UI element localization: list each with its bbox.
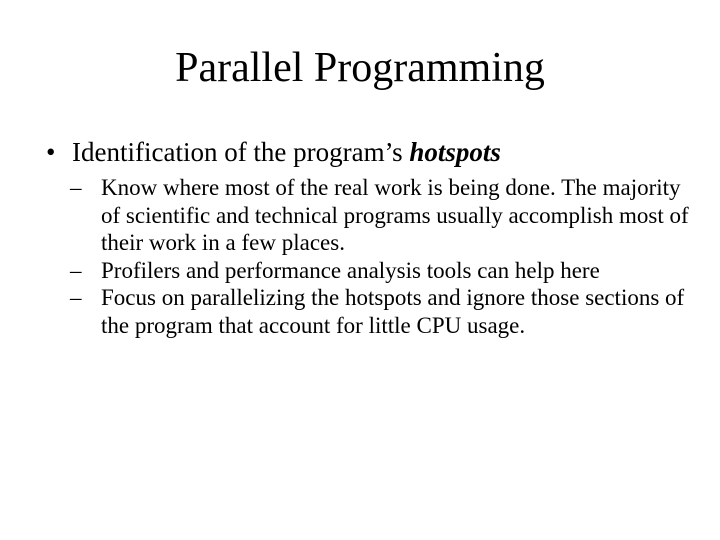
bullet-emphasis: hotspots	[409, 137, 501, 167]
dash-marker: –	[70, 257, 82, 283]
dash-marker: –	[70, 175, 82, 200]
slide-title: Parallel Programming	[175, 45, 545, 91]
bullet-text: Identification of the program’s	[72, 137, 410, 167]
sub-bullet-item	[70, 174, 690, 257]
sub-bullet-text: Focus on parallelizing the hotspots and ignore those sections of the program that account for little CPU usage.	[101, 285, 685, 338]
sub-bullet-list	[70, 174, 690, 339]
dash-marker: –	[70, 285, 82, 310]
sub-bullet-item	[70, 257, 690, 285]
sub-bullet-item	[70, 284, 690, 339]
sub-bullet-text: Profilers and performance analysis tools can help here	[101, 257, 600, 283]
bullet-marker: •	[46, 137, 56, 167]
sub-bullet-text: Know where most of the real work is being done. The majority of scientific and technical programs usually accomplish most of their work in a few places.	[101, 175, 689, 255]
main-bullet	[46, 133, 696, 171]
